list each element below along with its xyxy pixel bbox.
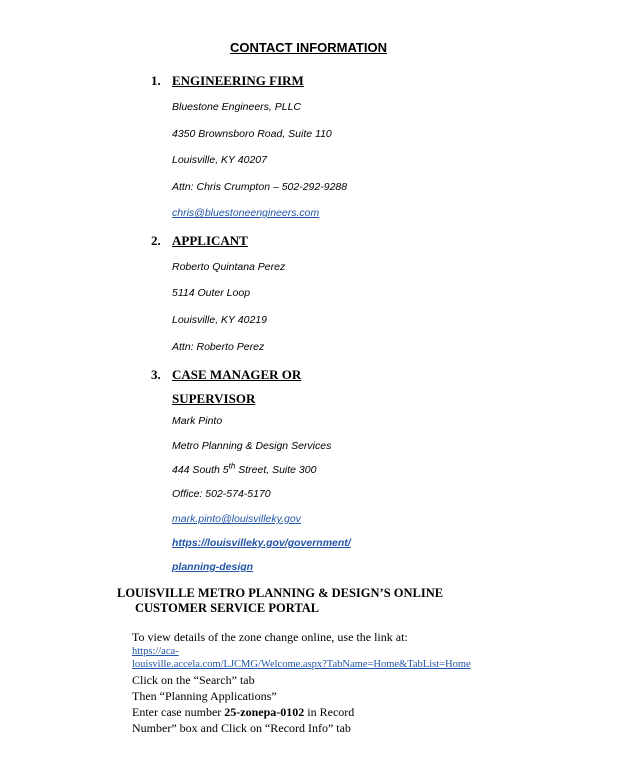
section-1-number: 1.	[151, 73, 161, 88]
page-title: CONTACT INFORMATION	[230, 40, 387, 55]
section-2-heading: APPLICANT	[172, 233, 248, 248]
step-case-prefix: Enter case number	[132, 705, 225, 719]
address-suffix: Street, Suite 300	[235, 464, 317, 476]
section-3-heading-line1: CASE MANAGER OR	[172, 367, 302, 382]
case-manager-office: Office: 502-574-5170	[172, 488, 271, 500]
portal-url-line1[interactable]: https://aca-	[132, 646, 179, 657]
portal-url-line2[interactable]: louisville.accela.com/LJCMG/Welcome.aspx?TabName=Home&TabList=Home	[132, 659, 471, 670]
case-number: 25-zonepa-0102	[224, 705, 305, 719]
engineering-firm-email-link[interactable]: chris@bluestoneengineers.com	[172, 207, 320, 219]
case-manager-email-link[interactable]: mark.pinto@louisvilleky.gov	[172, 513, 301, 525]
section-3-number: 3.	[151, 367, 161, 382]
step-case-suffix: in Record	[304, 705, 355, 719]
portal-title-line1: LOUISVILLE METRO PLANNING & DESIGN’S ONLINE	[117, 586, 444, 600]
portal-step-case-number	[132, 705, 354, 720]
applicant-name: Roberto Quintana Perez	[172, 261, 286, 273]
section-3-heading-line2: SUPERVISOR	[172, 391, 256, 406]
engineering-firm-attn: Attn: Chris Crumpton – 502-292-9288	[172, 181, 348, 193]
engineering-firm-name: Bluestone Engineers, PLLC	[172, 101, 301, 113]
portal-step-planning: Then “Planning Applications”	[132, 689, 277, 703]
case-manager-address	[172, 461, 317, 476]
applicant-city: Louisville, KY 40219	[172, 314, 267, 326]
applicant-street: 5114 Outer Loop	[172, 287, 251, 299]
case-manager-department: Metro Planning & Design Services	[172, 440, 332, 452]
applicant-attn: Attn: Roberto Perez	[172, 341, 265, 353]
case-manager-name: Mark Pinto	[172, 415, 223, 427]
planning-website-link-line2[interactable]: planning-design	[172, 561, 254, 573]
address-superscript: th	[228, 461, 236, 471]
portal-intro: To view details of the zone change online, use the link at:	[132, 630, 408, 644]
portal-step-search: Click on the “Search” tab	[132, 673, 255, 687]
section-1-heading: ENGINEERING FIRM	[172, 73, 304, 88]
engineering-firm-street: 4350 Brownsboro Road, Suite 110	[172, 128, 332, 140]
portal-step-record-info: Number” box and Click on “Record Info” tab	[132, 721, 351, 735]
engineering-firm-city: Louisville, KY 40207	[172, 154, 267, 166]
portal-title-line2: CUSTOMER SERVICE PORTAL	[135, 601, 320, 615]
address-prefix: 444 South 5	[172, 464, 229, 476]
planning-website-link-line1[interactable]: https://louisvilleky.gov/government/	[172, 537, 351, 549]
section-2-number: 2.	[151, 233, 161, 248]
